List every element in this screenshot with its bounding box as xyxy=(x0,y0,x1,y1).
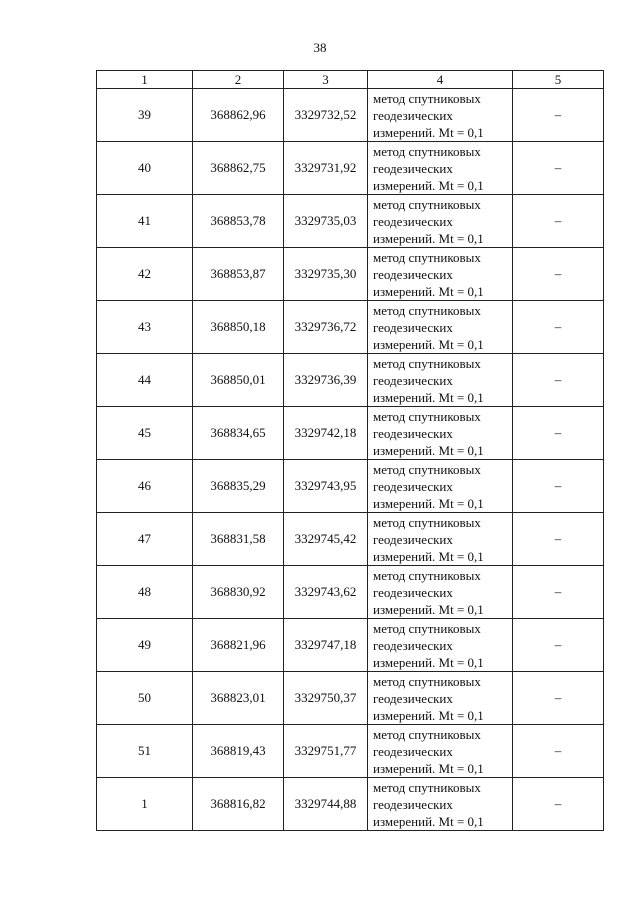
table-row xyxy=(97,407,604,460)
note-cell: – xyxy=(513,778,604,831)
method-line: геодезических xyxy=(373,266,453,282)
table-row xyxy=(97,460,604,513)
table-row xyxy=(97,248,604,301)
table-body xyxy=(97,89,604,831)
note-cell: – xyxy=(513,672,604,725)
method-line: измерений. Mt = 0,1 xyxy=(373,283,484,299)
note-cell: – xyxy=(513,407,604,460)
method-line: геодезических xyxy=(373,584,453,600)
point-number-cell: 43 xyxy=(97,301,193,354)
table-row xyxy=(97,195,604,248)
y-coordinate-cell: 3329747,18 xyxy=(284,619,368,672)
note-cell: – xyxy=(513,89,604,142)
method-line: измерений. Mt = 0,1 xyxy=(373,442,484,458)
y-coordinate-cell: 3329735,30 xyxy=(284,248,368,301)
method-line: метод спутниковых xyxy=(373,514,481,530)
x-coordinate-cell: 368819,43 xyxy=(193,725,284,778)
method-cell xyxy=(368,142,513,195)
method-line: измерений. Mt = 0,1 xyxy=(373,124,484,140)
point-number-cell: 49 xyxy=(97,619,193,672)
point-number-cell: 46 xyxy=(97,460,193,513)
method-cell xyxy=(368,619,513,672)
note-cell: – xyxy=(513,301,604,354)
header-row xyxy=(97,71,604,89)
header-cell-1: 1 xyxy=(97,71,193,89)
note-cell: – xyxy=(513,566,604,619)
table-header xyxy=(97,71,604,89)
method-line: метод спутниковых xyxy=(373,408,481,424)
method-line: метод спутниковых xyxy=(373,196,481,212)
method-cell xyxy=(368,354,513,407)
table-row xyxy=(97,89,604,142)
method-line: геодезических xyxy=(373,796,453,812)
method-cell xyxy=(368,725,513,778)
note-cell: – xyxy=(513,248,604,301)
x-coordinate-cell: 368853,87 xyxy=(193,248,284,301)
x-coordinate-cell: 368823,01 xyxy=(193,672,284,725)
y-coordinate-cell: 3329743,95 xyxy=(284,460,368,513)
method-line: измерений. Mt = 0,1 xyxy=(373,495,484,511)
method-line: геодезических xyxy=(373,319,453,335)
point-number-cell: 45 xyxy=(97,407,193,460)
method-cell xyxy=(368,407,513,460)
x-coordinate-cell: 368853,78 xyxy=(193,195,284,248)
point-number-cell: 50 xyxy=(97,672,193,725)
method-line: геодезических xyxy=(373,213,453,229)
point-number-cell: 40 xyxy=(97,142,193,195)
header-cell-5: 5 xyxy=(513,71,604,89)
method-line: геодезических xyxy=(373,478,453,494)
method-line: геодезических xyxy=(373,690,453,706)
point-number-cell: 1 xyxy=(97,778,193,831)
y-coordinate-cell: 3329744,88 xyxy=(284,778,368,831)
method-line: измерений. Mt = 0,1 xyxy=(373,177,484,193)
method-line: измерений. Mt = 0,1 xyxy=(373,707,484,723)
method-line: метод спутниковых xyxy=(373,90,481,106)
table-row xyxy=(97,566,604,619)
table-row xyxy=(97,778,604,831)
y-coordinate-cell: 3329736,39 xyxy=(284,354,368,407)
note-cell: – xyxy=(513,725,604,778)
method-cell xyxy=(368,89,513,142)
table-row xyxy=(97,513,604,566)
method-line: геодезических xyxy=(373,637,453,653)
note-cell: – xyxy=(513,142,604,195)
x-coordinate-cell: 368850,01 xyxy=(193,354,284,407)
method-line: измерений. Mt = 0,1 xyxy=(373,813,484,829)
x-coordinate-cell: 368850,18 xyxy=(193,301,284,354)
point-number-cell: 48 xyxy=(97,566,193,619)
y-coordinate-cell: 3329731,92 xyxy=(284,142,368,195)
x-coordinate-cell: 368831,58 xyxy=(193,513,284,566)
y-coordinate-cell: 3329732,52 xyxy=(284,89,368,142)
table-row xyxy=(97,672,604,725)
y-coordinate-cell: 3329745,42 xyxy=(284,513,368,566)
table-row xyxy=(97,725,604,778)
table-row xyxy=(97,301,604,354)
method-line: метод спутниковых xyxy=(373,355,481,371)
method-cell xyxy=(368,513,513,566)
note-cell: – xyxy=(513,513,604,566)
y-coordinate-cell: 3329736,72 xyxy=(284,301,368,354)
y-coordinate-cell: 3329751,77 xyxy=(284,725,368,778)
table-row xyxy=(97,354,604,407)
x-coordinate-cell: 368821,96 xyxy=(193,619,284,672)
page-number: 38 xyxy=(313,40,327,55)
method-line: измерений. Mt = 0,1 xyxy=(373,230,484,246)
method-cell xyxy=(368,460,513,513)
point-number-cell: 42 xyxy=(97,248,193,301)
x-coordinate-cell: 368862,96 xyxy=(193,89,284,142)
method-line: геодезических xyxy=(373,531,453,547)
method-cell xyxy=(368,672,513,725)
method-cell xyxy=(368,248,513,301)
x-coordinate-cell: 368862,75 xyxy=(193,142,284,195)
note-cell: – xyxy=(513,460,604,513)
method-line: измерений. Mt = 0,1 xyxy=(373,601,484,617)
point-number-cell: 41 xyxy=(97,195,193,248)
point-number-cell: 44 xyxy=(97,354,193,407)
method-line: метод спутниковых xyxy=(373,726,481,742)
table-row xyxy=(97,142,604,195)
method-line: геодезических xyxy=(373,107,453,123)
point-number-cell: 47 xyxy=(97,513,193,566)
method-line: метод спутниковых xyxy=(373,302,481,318)
method-line: метод спутниковых xyxy=(373,249,481,265)
method-line: метод спутниковых xyxy=(373,461,481,477)
header-cell-2: 2 xyxy=(193,71,284,89)
point-number-cell: 51 xyxy=(97,725,193,778)
method-line: метод спутниковых xyxy=(373,673,481,689)
method-line: геодезических xyxy=(373,160,453,176)
y-coordinate-cell: 3329750,37 xyxy=(284,672,368,725)
note-cell: – xyxy=(513,354,604,407)
x-coordinate-cell: 368816,82 xyxy=(193,778,284,831)
method-line: геодезических xyxy=(373,425,453,441)
method-cell xyxy=(368,566,513,619)
method-line: геодезических xyxy=(373,743,453,759)
method-line: метод спутниковых xyxy=(373,779,481,795)
method-cell xyxy=(368,778,513,831)
method-line: измерений. Mt = 0,1 xyxy=(373,654,484,670)
note-cell: – xyxy=(513,195,604,248)
method-line: измерений. Mt = 0,1 xyxy=(373,548,484,564)
coordinates-table xyxy=(96,70,604,831)
x-coordinate-cell: 368834,65 xyxy=(193,407,284,460)
method-cell xyxy=(368,195,513,248)
method-line: метод спутниковых xyxy=(373,620,481,636)
y-coordinate-cell: 3329743,62 xyxy=(284,566,368,619)
method-line: измерений. Mt = 0,1 xyxy=(373,336,484,352)
method-line: измерений. Mt = 0,1 xyxy=(373,389,484,405)
x-coordinate-cell: 368835,29 xyxy=(193,460,284,513)
method-cell xyxy=(368,301,513,354)
point-number-cell: 39 xyxy=(97,89,193,142)
note-cell: – xyxy=(513,619,604,672)
table-row xyxy=(97,619,604,672)
y-coordinate-cell: 3329735,03 xyxy=(284,195,368,248)
method-line: геодезических xyxy=(373,372,453,388)
y-coordinate-cell: 3329742,18 xyxy=(284,407,368,460)
method-line: метод спутниковых xyxy=(373,143,481,159)
header-cell-4: 4 xyxy=(368,71,513,89)
header-cell-3: 3 xyxy=(284,71,368,89)
x-coordinate-cell: 368830,92 xyxy=(193,566,284,619)
method-line: метод спутниковых xyxy=(373,567,481,583)
method-line: измерений. Mt = 0,1 xyxy=(373,760,484,776)
